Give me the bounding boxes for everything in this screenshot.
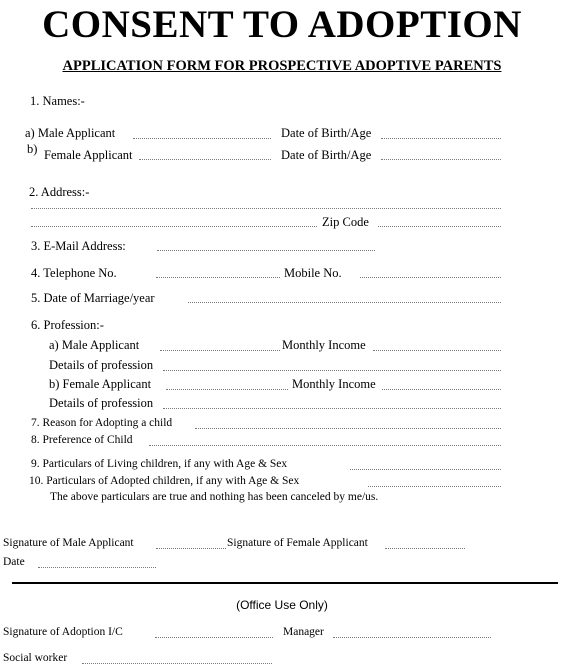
zip-code-label: Zip Code [322,215,369,229]
social-worker-field[interactable] [82,663,272,664]
female-signature-field[interactable] [385,548,465,549]
male-signature-label: Signature of Male Applicant [3,537,134,549]
reason-label: 7. Reason for Adopting a child [31,417,173,429]
date-label: Date [3,556,25,568]
email-label: 3. E-Mail Address: [31,239,126,253]
marriage-label: 5. Date of Marriage/year [31,291,155,305]
adopted-children-label: 10. Particulars of Adopted children, if any with Age & Sex [29,475,300,487]
female-signature-label: Signature of Female Applicant [227,537,368,549]
female-income-label: Monthly Income [292,377,376,391]
adoption-ic-signature-label: Signature of Adoption I/C [3,626,123,638]
reason-field[interactable] [195,428,501,429]
female-dob-label: Date of Birth/Age [281,148,372,162]
mobile-label: Mobile No. [284,266,342,280]
telephone-field[interactable] [156,277,280,278]
address-heading: 2. Address:- [29,185,90,199]
office-use-heading: (Office Use Only) [236,598,328,612]
zip-code-field[interactable] [378,226,501,227]
telephone-label: 4. Telephone No. [31,266,117,280]
form-title: CONSENT TO ADOPTION [42,3,522,46]
profession-male-label: a) Male Applicant [49,338,140,352]
preference-field[interactable] [149,445,501,446]
male-dob-label: Date of Birth/Age [281,126,372,140]
preference-label: 8. Preference of Child [31,434,133,446]
female-dob-field[interactable] [381,159,501,160]
social-worker-label: Social worker [3,652,68,664]
profession-heading: 6. Profession:- [31,318,104,332]
profession-female-field[interactable] [166,389,288,390]
address-line-2[interactable] [31,226,317,227]
marriage-date-field[interactable] [188,302,501,303]
address-line-1[interactable] [31,208,501,209]
female-marker: b) [27,142,38,156]
living-children-field[interactable] [350,469,501,470]
profession-female-label: b) Female Applicant [49,377,152,391]
female-details-field[interactable] [163,408,501,409]
date-field[interactable] [38,567,156,568]
profession-male-field[interactable] [160,350,280,351]
male-income-field[interactable] [373,350,501,351]
mobile-field[interactable] [360,277,501,278]
manager-field[interactable] [333,637,491,638]
male-details-label: Details of profession [49,358,154,372]
form-subtitle: APPLICATION FORM FOR PROSPECTIVE ADOPTIVE PARENTS [62,58,502,74]
declaration-text: The above particulars are true and nothing has been canceled by me/us. [50,491,379,503]
male-applicant-label: a) Male Applicant [25,126,116,140]
female-applicant-label: Female Applicant [44,148,133,162]
living-children-label: 9. Particulars of Living children, if any with Age & Sex [31,458,288,470]
names-heading: 1. Names:- [30,94,85,108]
adopted-children-field[interactable] [368,486,501,487]
male-signature-field[interactable] [156,548,226,549]
office-divider [12,582,558,584]
male-dob-field[interactable] [381,138,501,139]
male-applicant-name-field[interactable] [133,138,271,139]
adoption-ic-signature-field[interactable] [155,637,273,638]
manager-label: Manager [283,626,324,638]
email-field[interactable] [157,250,375,251]
female-details-label: Details of profession [49,396,154,410]
male-income-label: Monthly Income [282,338,366,352]
male-details-field[interactable] [163,370,501,371]
female-applicant-name-field[interactable] [139,159,271,160]
female-income-field[interactable] [382,389,501,390]
